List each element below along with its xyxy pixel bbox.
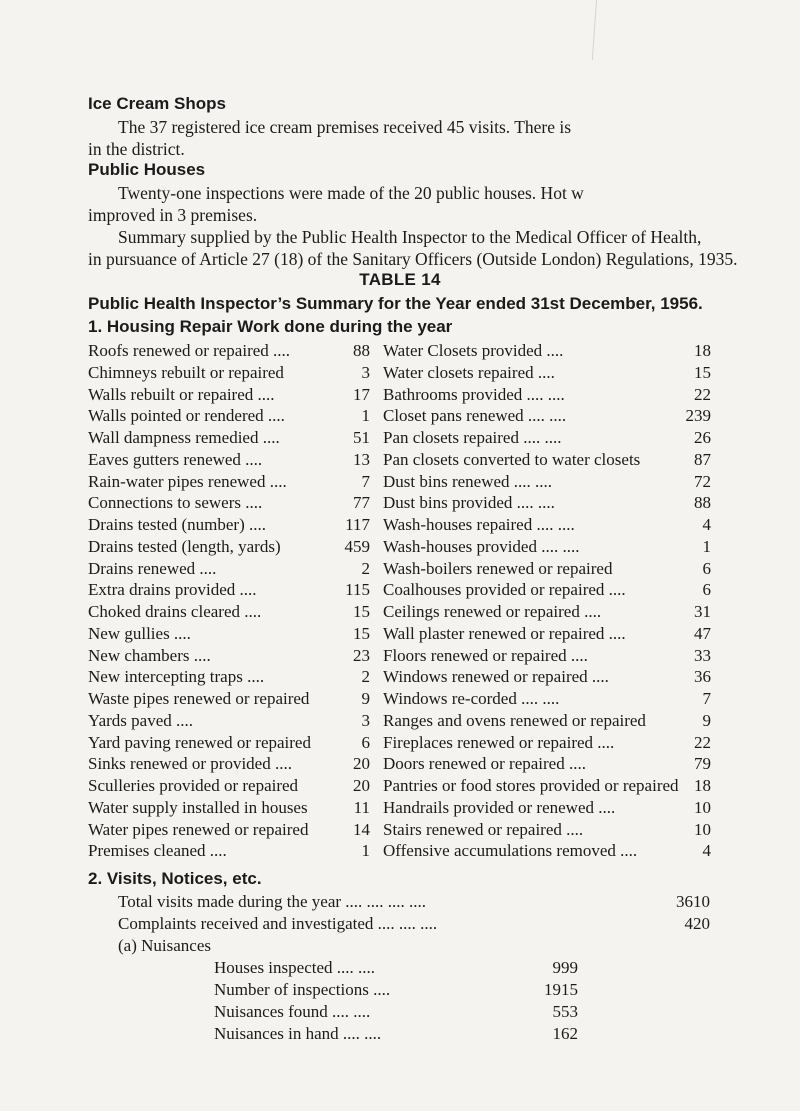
- nuisance-label: Houses inspected .... ....: [214, 958, 376, 977]
- repair-item-label: Bathrooms provided .... ....: [383, 384, 565, 404]
- repair-item-row: [88, 362, 370, 384]
- repair-item-label: Pantries or food stores provided or repaired: [383, 776, 679, 795]
- repair-item-value: 20: [353, 776, 370, 795]
- repair-item-row: [88, 753, 370, 775]
- repair-item-value: 33: [694, 645, 711, 665]
- repair-item-value: 239: [685, 406, 711, 426]
- summary-note-line1: Summary supplied by the Public Health Inspector to the Medical Officer of Health,: [118, 227, 702, 247]
- repair-item-label: Windows re-corded .... ....: [383, 689, 560, 708]
- repair-item-label: Wall dampness remedied ....: [88, 428, 280, 447]
- repair-item-row: [383, 601, 711, 623]
- section-1-heading: 1. Housing Repair Work done during the year: [88, 317, 453, 336]
- repair-item-label: Wash-houses provided .... ....: [383, 536, 580, 556]
- repair-item-value: 87: [694, 449, 711, 469]
- repair-item-value: 36: [694, 667, 711, 687]
- nuisance-label: Nuisances found .... ....: [214, 1002, 371, 1021]
- repair-item-value: 51: [353, 428, 370, 447]
- nuisances-heading: (a) Nuisances: [118, 936, 211, 955]
- repair-item-label: New gullies ....: [88, 623, 191, 643]
- repair-item-row: [383, 775, 711, 797]
- repair-item-label: Yards paved ....: [88, 710, 193, 730]
- repair-item-row: [88, 645, 370, 667]
- repair-item-row: [88, 405, 370, 427]
- repair-item-value: 15: [353, 623, 370, 643]
- public-houses-text-line2: improved in 3 premises.: [88, 205, 258, 225]
- repair-item-label: Offensive accumulations removed ....: [383, 841, 638, 861]
- repair-item-row: [383, 645, 711, 667]
- repair-item-value: 22: [694, 384, 711, 404]
- repair-item-row: [88, 579, 370, 601]
- repair-item-value: 15: [353, 602, 370, 621]
- repair-item-value: 72: [694, 471, 711, 491]
- nuisance-label: Nuisances in hand .... ....: [214, 1024, 382, 1043]
- repair-item-value: 1: [702, 536, 711, 556]
- nuisance-row: [214, 957, 578, 979]
- nuisance-value: 1915: [544, 980, 578, 999]
- repair-item-row: [383, 340, 711, 362]
- repair-item-value: 17: [353, 384, 370, 404]
- repair-item-value: 6: [702, 558, 711, 578]
- repair-item-label: Closet pans renewed .... ....: [383, 406, 567, 426]
- nuisance-value: 553: [552, 1002, 578, 1021]
- repair-item-label: Drains tested (number) ....: [88, 515, 266, 534]
- repair-item-value: 115: [345, 580, 370, 600]
- repair-item-row: [88, 449, 370, 471]
- repair-item-value: 23: [353, 645, 370, 665]
- repair-item-value: 20: [353, 754, 370, 774]
- repair-item-value: 3: [361, 362, 370, 382]
- repair-item-row: [88, 688, 370, 710]
- repair-item-value: 14: [353, 819, 370, 839]
- repair-item-value: 6: [361, 732, 370, 752]
- repair-item-value: 2: [361, 667, 370, 687]
- repair-item-label: Roofs renewed or repaired ....: [88, 341, 291, 360]
- repair-item-row: [88, 384, 370, 406]
- repair-item-row: [88, 536, 370, 558]
- repair-item-row: [383, 797, 711, 819]
- nuisance-label: Number of inspections ....: [214, 980, 391, 999]
- repair-item-value: 3: [361, 710, 370, 730]
- complaints-value: 420: [684, 914, 710, 933]
- repair-item-label: Connections to sewers ....: [88, 493, 263, 513]
- repair-item-label: Water supply installed in houses: [88, 797, 308, 817]
- repair-item-row: [383, 558, 711, 580]
- ice-cream-text-line2: in the district.: [88, 139, 185, 159]
- repair-item-label: Eaves gutters renewed ....: [88, 449, 263, 469]
- repair-item-label: Walls rebuilt or repaired ....: [88, 384, 275, 404]
- repair-item-value: 9: [361, 689, 370, 708]
- nuisance-value: 162: [552, 1024, 578, 1043]
- repair-item-row: [383, 449, 711, 471]
- repair-item-row: [383, 753, 711, 775]
- repair-item-label: Wash-houses repaired .... ....: [383, 515, 575, 534]
- repair-item-row: [88, 666, 370, 688]
- repair-item-row: [88, 601, 370, 623]
- public-houses-heading: Public Houses: [88, 160, 206, 179]
- repair-item-row: [88, 797, 370, 819]
- repair-item-row: [383, 471, 711, 493]
- repair-item-row: [383, 840, 711, 862]
- repair-item-row: [383, 710, 711, 732]
- visits-value: 3610: [676, 892, 710, 911]
- repair-item-row: [88, 710, 370, 732]
- repair-item-label: New intercepting traps ....: [88, 667, 265, 687]
- repair-item-label: Yard paving renewed or repaired: [88, 732, 311, 752]
- repair-item-value: 22: [694, 732, 711, 752]
- repair-item-row: [88, 514, 370, 536]
- repair-item-value: 459: [344, 536, 370, 556]
- repair-item-label: Ceilings renewed or repaired ....: [383, 602, 602, 621]
- repair-item-label: Handrails provided or renewed ....: [383, 797, 616, 817]
- repair-item-label: Walls pointed or rendered ....: [88, 406, 285, 426]
- repair-item-value: 88: [694, 493, 711, 513]
- repair-item-label: Wash-boilers renewed or repaired: [383, 558, 613, 578]
- repair-item-row: [383, 514, 711, 536]
- repair-item-value: 117: [345, 515, 370, 534]
- repair-item-row: [383, 384, 711, 406]
- repair-item-row: [88, 492, 370, 514]
- repair-item-row: [383, 666, 711, 688]
- repair-item-label: Floors renewed or repaired ....: [383, 645, 588, 665]
- paper-crease: [592, 0, 597, 60]
- repair-item-label: Dust bins renewed .... ....: [383, 471, 553, 491]
- section-2-heading: 2. Visits, Notices, etc.: [88, 869, 262, 888]
- repair-item-value: 4: [702, 515, 711, 534]
- repair-item-row: [88, 623, 370, 645]
- repair-item-value: 79: [694, 754, 711, 774]
- repair-item-row: [88, 840, 370, 862]
- repair-item-row: [88, 775, 370, 797]
- repair-item-label: New chambers ....: [88, 645, 211, 665]
- repair-item-row: [383, 362, 711, 384]
- repair-item-row: [88, 471, 370, 493]
- repair-item-row: [383, 732, 711, 754]
- repair-item-row: [88, 732, 370, 754]
- repair-item-value: 10: [694, 819, 711, 839]
- complaints-row: [118, 913, 710, 935]
- repair-item-row: [383, 623, 711, 645]
- repair-item-label: Waste pipes renewed or repaired: [88, 689, 310, 708]
- repair-item-value: 1: [361, 841, 370, 861]
- repair-item-label: Water Closets provided ....: [383, 341, 564, 360]
- repair-item-value: 2: [361, 558, 370, 578]
- repair-item-label: Chimneys rebuilt or repaired: [88, 362, 284, 382]
- repair-item-value: 1: [361, 406, 370, 426]
- repair-item-label: Sinks renewed or provided ....: [88, 754, 292, 774]
- nuisance-value: 999: [552, 958, 578, 977]
- repair-item-value: 31: [694, 602, 711, 621]
- repair-item-label: Premises cleaned ....: [88, 841, 227, 861]
- repair-item-label: Coalhouses provided or repaired ....: [383, 580, 626, 600]
- repair-item-value: 6: [702, 580, 711, 600]
- repair-item-value: 18: [694, 341, 711, 360]
- repair-item-label: Dust bins provided .... ....: [383, 493, 555, 513]
- repair-item-value: 7: [361, 471, 370, 491]
- repair-item-value: 26: [694, 428, 711, 447]
- repair-item-label: Extra drains provided ....: [88, 580, 257, 600]
- repair-item-value: 88: [353, 341, 370, 360]
- repair-item-row: [383, 819, 711, 841]
- summary-note-line2: in pursuance of Article 27 (18) of the Sanitary Officers (Outside London) Regulations, 1935.: [88, 249, 738, 269]
- repair-item-row: [383, 405, 711, 427]
- repair-item-label: Fireplaces renewed or repaired ....: [383, 732, 615, 752]
- ice-cream-text-line1: The 37 registered ice cream premises received 45 visits. There is: [118, 117, 572, 137]
- repair-item-row: [383, 688, 711, 710]
- table-label: TABLE 14: [359, 270, 441, 289]
- visits-label: Total visits made during the year .... .... .... ....: [118, 892, 427, 911]
- repair-item-label: Drains renewed ....: [88, 558, 217, 578]
- repair-item-value: 15: [694, 362, 711, 382]
- complaints-label: Complaints received and investigated .... .... ....: [118, 914, 438, 933]
- visits-row: [118, 891, 710, 913]
- repair-item-row: [88, 340, 370, 362]
- repair-item-label: Windows renewed or repaired ....: [383, 667, 609, 687]
- repair-item-value: 13: [353, 449, 370, 469]
- repair-item-label: Pan closets repaired .... ....: [383, 428, 562, 447]
- repair-item-value: 10: [694, 797, 711, 817]
- repair-item-label: Pan closets converted to water closets: [383, 449, 641, 469]
- public-houses-text-line1: Twenty-one inspections were made of the 20 public houses. Hot w: [118, 183, 584, 203]
- repair-item-row: [88, 819, 370, 841]
- repair-item-label: Water closets repaired ....: [383, 362, 555, 382]
- table-title: Public Health Inspector’s Summary for the Year ended 31st December, 1956.: [88, 294, 703, 313]
- repair-item-label: Drains tested (length, yards): [88, 536, 281, 556]
- nuisance-row: [214, 1023, 578, 1045]
- repair-item-row: [383, 427, 711, 449]
- repair-item-value: 77: [353, 493, 370, 513]
- repair-item-label: Choked drains cleared ....: [88, 602, 262, 621]
- repair-item-label: Stairs renewed or repaired ....: [383, 819, 584, 839]
- repair-item-row: [383, 536, 711, 558]
- nuisance-row: [214, 979, 578, 1001]
- nuisance-row: [214, 1001, 578, 1023]
- ice-cream-heading: Ice Cream Shops: [88, 94, 226, 113]
- repair-item-label: Sculleries provided or repaired: [88, 776, 299, 795]
- repair-item-value: 7: [702, 689, 711, 708]
- repair-item-row: [383, 492, 711, 514]
- repair-item-value: 18: [694, 776, 711, 795]
- repair-item-row: [383, 579, 711, 601]
- repair-item-value: 4: [702, 841, 711, 861]
- repair-item-label: Water pipes renewed or repaired: [88, 819, 309, 839]
- repair-item-value: 47: [694, 623, 711, 643]
- repair-item-row: [88, 558, 370, 580]
- repair-item-row: [88, 427, 370, 449]
- repair-item-label: Wall plaster renewed or repaired ....: [383, 623, 626, 643]
- repair-item-value: 11: [353, 797, 370, 817]
- repair-item-label: Doors renewed or repaired ....: [383, 754, 586, 774]
- repair-item-value: 9: [702, 710, 711, 730]
- repair-item-label: Rain-water pipes renewed ....: [88, 471, 287, 491]
- repair-item-label: Ranges and ovens renewed or repaired: [383, 710, 646, 730]
